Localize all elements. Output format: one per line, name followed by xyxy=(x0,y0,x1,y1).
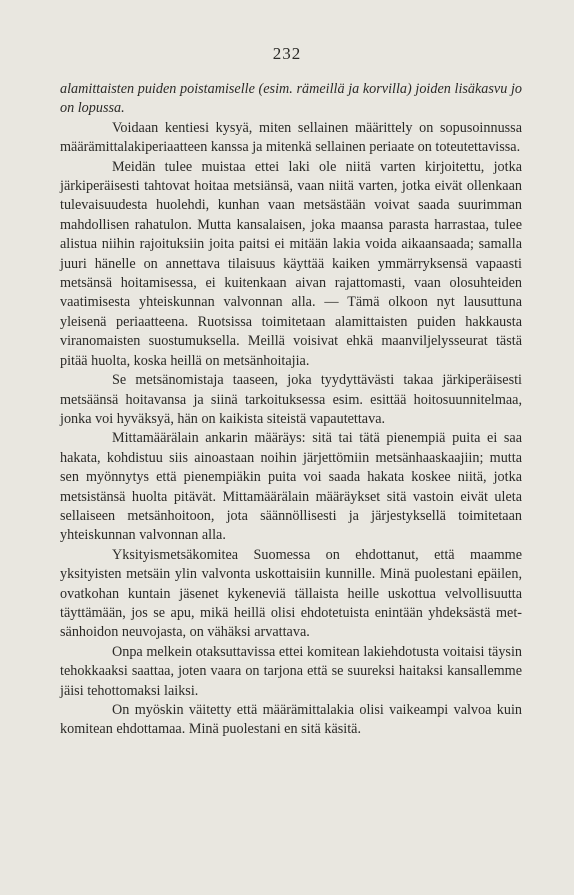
paragraph: alamittaisten puiden poistamiselle (esim. rämeillä ja korvilla) joiden lisäkasvu jo on lopussa. xyxy=(60,81,522,117)
paragraph: Mittamäärälain ankarin määräys: sitä tai tätä pienempiä puita ei saa hakata, kohdistuu siis ainoastaan noihin järjettömiin metsänhaaskaajiin; mutta sen myönnytys että pienempiäkin puita voi saada hakata koskee niitä, jotka metsistänsä huolta pitävät. Mittamäärälain määräykset sitä vastoin eivät uleta sellaiseen metsänhoitoon, jota säännöllisesti ja järjestyksellä toimitetaan yhteiskunnan valvonnan alla. xyxy=(60,430,522,544)
paragraph: Se metsänomistaja taaseen, joka tyydyttävästi takaa järkiperäisesti metsäänsä hoitavansa ja siinä tarkoituksessa esim. esittää hoitosuunnitelmaa, jonka voi hyväksyä, hän on kaikista siteistä vapautettava. xyxy=(60,372,522,427)
body-text xyxy=(60,80,522,740)
paragraph: Yksityismetsäkomitea Suomessa on ehdottanut, että maamme yksityisten metsäin ylin valvonta uskottaisiin kunnille. Minä puolestani epäilen, ovatkohan kuntain jäsenet kykeneviä tällaista heille uskottua velvollisuutta täyttämään, jos se apu, mikä heillä olisi ehdotetuista enintään yhdeksästä metsänhoidon neuvojasta, on vähäksi arvattava. xyxy=(60,546,522,641)
page-number: 232 xyxy=(272,44,302,63)
paragraph: Voidaan kentiesi kysyä, miten sellainen määrittely on sopusoinnussa määrämittalakiperiaatteen kanssa ja mitenkä sellainen periaate on toteutettavissa. xyxy=(60,119,522,156)
paragraph: Onpa melkein otaksuttavissa ettei komitean lakiehdotusta voitaisi täysin tehokkaaksi saattaa, joten vaara on tarjona että se suureksi haitaksi kansallemme jäisi tehottomaksi laiksi. xyxy=(60,643,522,699)
paragraph: Meidän tulee muistaa ettei laki ole niitä varten kirjoitettu, jotka järkiperäisesti tahtovat hoitaa metsiänsä, vaan niitä varten, jotka eivät ollenkaan tulevaisuudesta huolehdi, kunhan vaan metsästään voivat saada suurimman mahdollisen rahatulon. Mutta kansalaisen, joka maansa parasta harrastaa, tulee alistua niihin rajoituksiin joita paitsi ei mitään lakia voida aikaansaada; samalla juuri hänelle on annettava tilaisuus käyttää kaiken ymmärryksensä vapaasti metsänsä hoitamisessa, ei kuitenkaan aivan rajattomasti, vaan olosuhteiden vaatimisesta yhteiskunnan valvonnan alla. — Tämä olkoon nyt lausuttuna yleisenä periaatteena. Ruotsissa toimitetaan alamittaisten puiden hakkausta viranomaisten suostumuksella. Meillä voisivat ehkä maanviljelysseurat tästä pitää huolta, koska heillä on metsänhoitajia. xyxy=(60,158,522,369)
paragraph: On myöskin väitetty että määrämittalakia olisi vaikeampi valvoa kuin komitean ehdottamaa. Minä puolestani en sitä käsitä. xyxy=(60,702,522,738)
